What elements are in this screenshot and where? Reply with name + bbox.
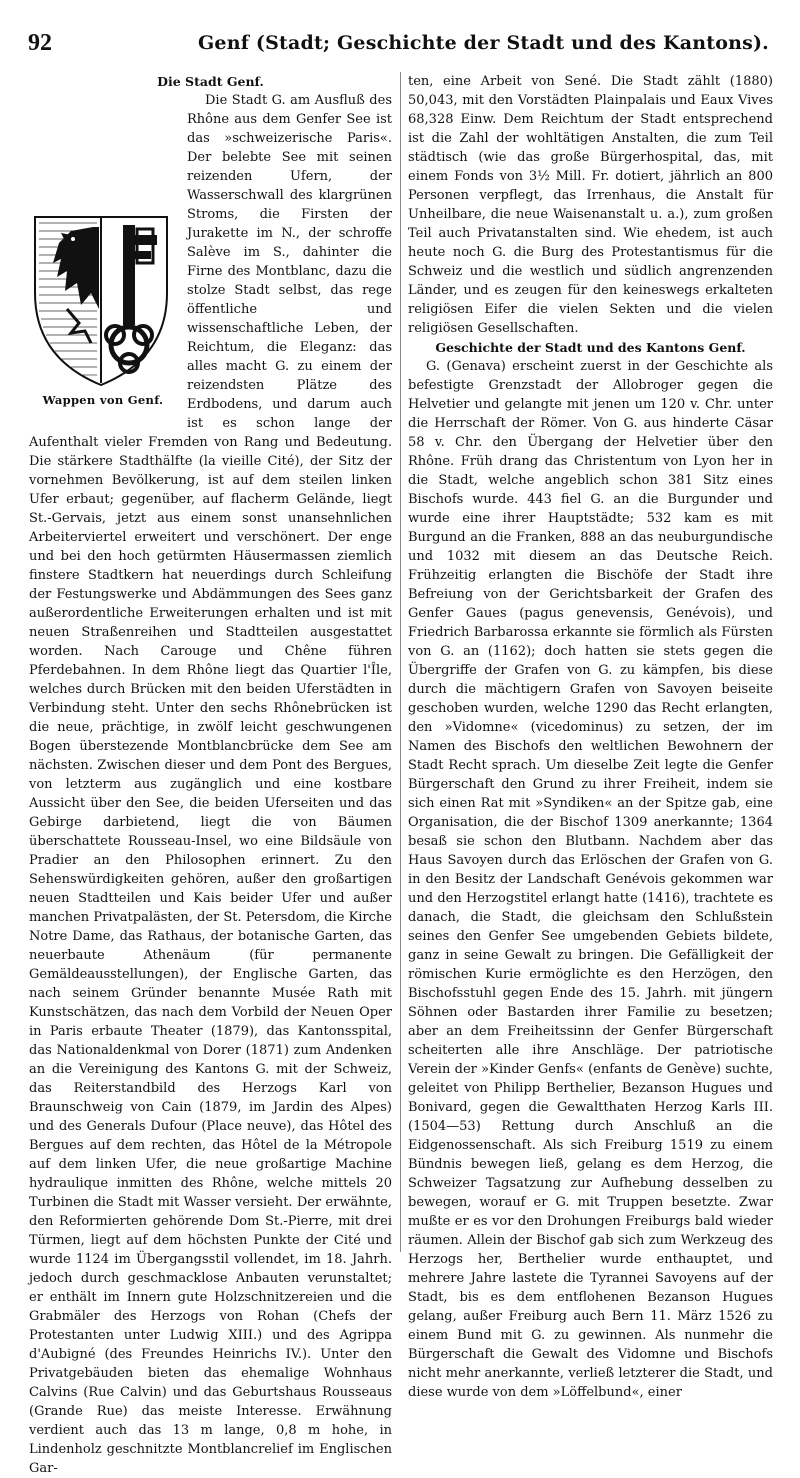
page-number: 92 (28, 30, 52, 56)
coat-of-arms-figure (29, 209, 177, 421)
running-title: Genf (Stadt; Geschichte der Stadt und des Kantons). (198, 32, 769, 54)
figure-caption: Wappen von Genf. (42, 393, 164, 407)
paragraph-geschichte: G. (Genava) erscheint zuerst in der Geschichte als befestigte Grenzstadt der Allobroger gegen die Helvetier und gelangte mit jenen um 120 v. Chr. unter die Herrschaft der Römer. Von G. aus hinderte Cäsar 58 v. Chr. den Übergang der Helvetier über den Rhône. Früh drang das Christentum von Lyon her in die Stadt, welche angeblich schon 381 Sitz eines Bischofs wurde. 443 fiel G. an die Burgunder und wurde eine ihrer Hauptstädte; 532 kam es mit Burgund an die Franken, 888 an das neuburgundische und 1032 mit diesem an das Deutsche Reich. Frühzeitig erlangten die Bischöfe der Stadt ihre Befreiung von der Gerichtsbarkeit der Grafen des Genfer Gaues (pagus genevensis, Genévois), und Friedrich Barbarossa erkannte sie förmlich als Fürsten von G. an (1162); doch hatten sie stets gegen die Übergriffe der Grafen von G. zu kämpfen, bis diese durch die mächtigern Grafen von Savoyen beiseite geschoben wurden, welche 1290 das Recht erlangten, den »Vidomne« (vicedominus) zu setzen, der im Namen des Bischofs den weltlichen Bewohnern der Stadt Recht sprach. Um dieselbe Zeit legte die Genfer Bürgerschaft den Grund zu ihrer Freiheit, indem sie sich einen Rat mit »Syndiken« an der Spitze gab, eine Organisation, die der Bischof 1309 anerkannte; 1364 besaß sie schon den Blutbann. Nachdem aber das Haus Savoyen durch das Erlöschen der Grafen von G. in den Besitz der Landschaft Genévois gekommen war und den Herzogstitel erlangt hatte (1416), trachtete es danach, die Stadt, die gleichsam den Schlußstein seines den Genfer See umgebenden Gebiets bildete, ganz in seine Gewalt zu bringen. Die Gefälligkeit der römischen Kurie ermöglichte es den Herzögen, den Bischofsstuhl gegen Ende des 15. Jahrh. mit jüngern Söhnen oder Bastarden ihrer Familie zu besetzen; aber an dem Freiheitssinn der Genfer Bürgerschaft scheiterten alle ihre Anschläge. Der patriotische Verein der »Kinder Genfs« (enfants de Genève) suchte, geleitet von Philipp Berthelier, Bezanson Hugues und Bonivard, gegen die Gewaltthaten Herzog Karls III. (1504—53) Rettung durch Anschluß an die Eidgenossenschaft. Als sich Freiburg 1519 zu einem Bündnis bewegen ließ, gelang es dem Herzog, die Schweizer Tagsatzung zur Aufhebung desselben zu bewegen, worauf er G. mit Truppen besetzte. Zwar mußte er es vor den Drohungen Freiburgs bald wieder räumen. Allein der Bischof gab sich zum Werkzeug des Herzogs her, Berthelier wurde enthauptet, und mehrere Jahre lastete die Tyrannei Savoyens auf der Stadt, bis es dem entflohenen Bezanson Hugues gelang, außer Freiburg auch Bern 11. März 1526 zu einem Bund mit G. zu gewinnen. Als nunmehr die Bürgerschaft die Gewalt des Vidomne und Bischofs nicht mehr anerkannte, verließ letzterer die Stadt, und diese wurde von dem »Löffelbund«, einer (408, 359, 773, 1400)
left-column (29, 72, 392, 1478)
geneva-coat-of-arms-icon (31, 213, 171, 388)
section-title-geschichte: Geschichte der Stadt und des Kantons Genf. (435, 340, 746, 355)
right-column (408, 72, 773, 1402)
column-divider (400, 72, 401, 1252)
page-header (28, 30, 772, 66)
paragraph-stadt-genf: Die Stadt G. am Ausfluß des Rhône aus dem Genfer See ist das »schweizerische Paris«. Der belebte See mit seinen reizenden Ufern, der Wasserschwall des klargrünen Stroms, die Firsten der Jurakette im N., der schroffe Salève im S., dahinter die Firne des Montblanc, dazu die stolze Stadt selbst, das rege öffentliche und wissenschaftliche Leben, der Reichtum, die Eleganz: das alles macht G. zu einem der reizendsten Plätze des Erdbodens, und darum auch ist es schon lange der Aufenthalt vieler Fremden von Rang und Bedeutung. Die stärkere Stadthälfte (la vieille Cité), der Sitz der vornehmen Bevölkerung, ist auf dem steilen linken Ufer erbaut; gegenüber, auf flacherm Gelände, liegt St.-Gervais, jetzt aus einem sonst unansehnlichen Arbeiterviertel erweitert und verschönert. Der enge und bei den hoch getürmten Häusermassen ziemlich finstere Stadtkern hat neuerdings durch Schleifung der Festungswerke und Abdämmungen des Sees ganz außerordentliche Erweiterungen erhalten und ist mit neuen Straßenreihen und Stadtteilen ausgestattet worden. Nach Carouge und Chêne führen Pferdebahnen. In dem Rhône liegt das Quartier l'Île, welches durch Brücken mit den beiden Uferstädten in Verbindung steht. Unter den sechs Rhônebrücken ist die neue, prächtige, in zwölf leicht geschwungenen Bogen überstezende Montblancbrücke dem See am nächsten. Zwischen dieser und dem Pont des Bergues, von letzterm aus zugänglich und eine kostbare Aussicht über den See, die beiden Uferseiten und das Gebirge darbietend, liegt die von Bäumen überschattete Rousseau-Insel, wo eine Bildsäule von Pradier an den Philosophen erinnert. Zu den Sehenswürdigkeiten gehören, außer den großartigen neuen Stadtteilen und Kais beider Ufer und außer manchen Privatpalästen, der St. Petersdom, die Kirche Notre Dame, das Rathaus, der botanische Garten, das neuerbaute Athenäum (für permanente Gemäldeausstellungen), der Englische Garten, das nach seinem Gründer benannte Musée Rath mit Kunstschätzen, das nach dem Vorbild der Neuen Oper in Paris erbaute Theater (1879), das Kantonsspital, das Nationaldenkmal von Dorer (1871) zum Andenken an die Vereinigung des Kantons G. mit der Schweiz, das Reiterstandbild des Herzogs Karl von Braunschweig von Cain (1879, im Jardin des Alpes) und des Generals Dufour (Place neuve), das Hôtel des Bergues auf dem rechten, das Hôtel de la Métropole auf dem linken Ufer, die neue großartige Machine hydraulique inmitten des Rhône, welche mittels 20 Turbinen die Stadt mit Wasser versieht. Der erwähnte, den Reformierten gehörende Dom St.-Pierre, mit drei Türmen, liegt auf dem höchsten Punkte der Cité und wurde 1124 im Übergangsstil vollendet, im 18. Jahrh. jedoch durch geschmacklose Anbauten verunstaltet; er enthält im Innern gute Holzschnitzereien und die Grabmäler des Herzogs von Rohan (Chefs der Protestanten unter Ludwig XIII.) und des Agrippa d'Aubigné (des Freundes Heinrichs IV.). Unter den Privatgebäuden bieten das ehemalige Wohnhaus Calvins (Rue Calvin) und das Geburtshaus Rousseaus (Grande Rue) das meiste Interesse. Erwähnung verdient auch das 13 m lange, 0,8 m hohe, in Lindenholz geschnitzte Montblancrelief im Englischen Gar- (29, 93, 392, 1476)
section-title-die-stadt-genf: Die Stadt Genf. (157, 74, 264, 89)
paragraph-continuation: ten, eine Arbeit von Sené. Die Stadt zählt (1880) 50,043, mit den Vorstädten Plainpalais und Eaux Vives 68,328 Einw. Dem Reichtum der Stadt entsprechend ist die Zahl der wohltätigen Anstalten, die zum Teil städtisch (wie das große Bürgerhospital, das, mit einem Fonds von 3½ Mill. Fr. dotiert, jährlich an 800 Personen verpflegt, das Irrenhaus, die Anstalt für Unheilbare, die neue Waisenanstalt u. a.), zum großen Teil auch Privatanstalten sind. Wie ehedem, ist auch heute noch G. die Burg des Protestantismus für die Schweiz und die westlich und südlich angrenzenden Länder, und es zeugen für den keineswegs erkalteten religiösen Eifer die vielen Sekten und die vielen religiösen Gesellschaften. (408, 74, 773, 336)
